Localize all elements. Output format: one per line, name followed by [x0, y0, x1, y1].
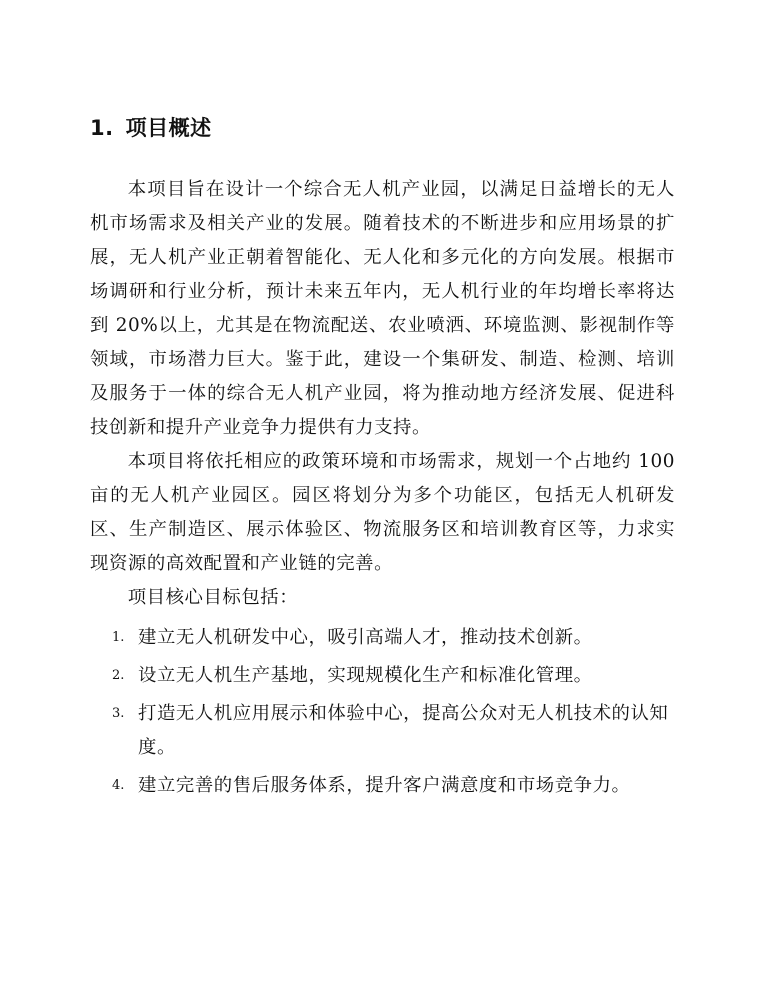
goals-list	[90, 621, 675, 803]
section-heading	[90, 112, 212, 142]
section-number: 1.	[90, 116, 114, 140]
document-body	[90, 173, 675, 807]
list-item	[90, 769, 675, 803]
paragraph-plan: 本项目将依托相应的政策环境和市场需求，规划一个占地约 100 亩的无人机产业园区。园区将划分为多个功能区，包括无人机研发区、生产制造区、展示体验区、物流服务区和培训教育区等，力求实现资源的高效配置和产业链的完善。	[90, 451, 675, 574]
list-item-number: 3.	[112, 706, 125, 721]
list-item-number: 4.	[112, 778, 125, 793]
list-item-text: 设立无人机生产基地，实现规模化生产和标准化管理。	[138, 665, 593, 686]
list-item	[90, 659, 675, 693]
section-title: 项目概述	[125, 116, 212, 140]
list-item-text: 打造无人机应用展示和体验中心，提高公众对无人机技术的认知度。	[138, 703, 669, 758]
list-item-number: 2.	[112, 668, 125, 683]
paragraph-goals-intro: 项目核心目标包括：	[127, 587, 299, 608]
paragraph-overview: 本项目旨在设计一个综合无人机产业园，以满足日益增长的无人机市场需求及相关产业的发展。随着技术的不断进步和应用场景的扩展，无人机产业正朝着智能化、无人化和多元化的方向发展。根据市场调研和行业分析，预计未来五年内，无人机行业的年均增长率将达到 20%以上，尤其是在物流配送、农业喷洒、环境监测、影视制作等领域，市场潜力巨大。鉴于此，建设一个集研发、制造、检测、培训及服务于一体的综合无人机产业园，将为推动地方经济发展、促进科技创新和提升产业竞争力提供有力支持。	[90, 179, 675, 438]
list-item-number: 1.	[112, 630, 125, 645]
list-item-text: 建立完善的售后服务体系，提升客户满意度和市场竞争力。	[138, 775, 631, 796]
list-item	[90, 621, 675, 655]
list-item-text: 建立无人机研发中心，吸引高端人才，推动技术创新。	[138, 627, 593, 648]
list-item	[90, 697, 675, 765]
